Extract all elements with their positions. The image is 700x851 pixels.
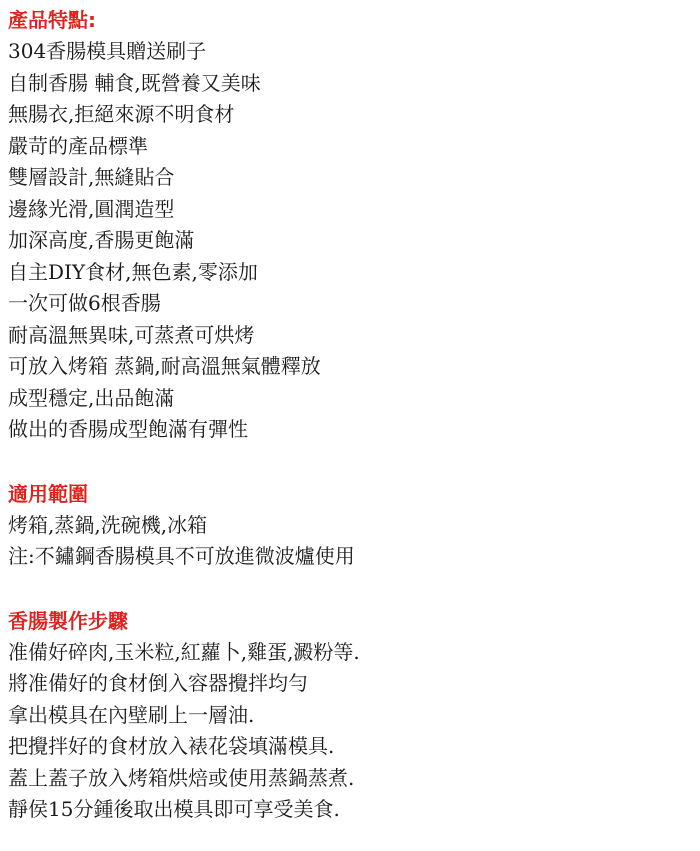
- feature-line: 嚴苛的產品標準: [8, 133, 148, 158]
- step-line: 靜侯15分鍾後取出模具即可享受美食.: [8, 797, 340, 821]
- step-line: 把攪拌好的食材放入裱花袋填滿模具.: [8, 734, 335, 758]
- step-line: 拿出模具在內壁刷上一層油.: [8, 702, 255, 727]
- usage-note: 注:不鏽鋼香腸模具不可放進微波爐使用: [8, 544, 355, 568]
- section-steps: [8, 605, 694, 826]
- section-title-steps: 香腸製作步驟: [8, 608, 128, 633]
- section-title-features: 產品特點:: [8, 8, 96, 32]
- section-spacer: [8, 573, 694, 605]
- feature-line: 自制香腸 輔食,既營養又美味: [8, 70, 261, 95]
- feature-line: 邊緣光滑,圓潤造型: [8, 196, 175, 221]
- feature-line: 一次可做6根香腸: [8, 291, 161, 315]
- section-spacer: [8, 446, 694, 478]
- section-features: [8, 4, 694, 446]
- feature-line: 自主DIY食材,無色素,零添加: [8, 259, 258, 284]
- feature-line: 耐高溫無異味,可蒸煮可烘烤: [8, 322, 255, 347]
- product-description: [8, 4, 694, 826]
- step-line: 蓋上蓋子放入烤箱烘焙或使用蒸鍋蒸煮.: [8, 765, 355, 790]
- feature-line: 做出的香腸成型飽滿有彈性: [8, 417, 248, 441]
- section-title-usage: 適用範圍: [8, 481, 88, 506]
- feature-line: 雙層設計,無縫貼合: [8, 165, 175, 189]
- section-usage: [8, 478, 694, 573]
- usage-line: 烤箱,蒸鍋,洗碗機,冰箱: [8, 512, 208, 537]
- step-line: 將准備好的食材倒入容器攪拌均勻: [8, 671, 308, 695]
- feature-line: 無腸衣,拒絕來源不明食材: [8, 102, 235, 126]
- feature-line: 304香腸模具贈送刷子: [8, 39, 207, 63]
- feature-line: 成型穩定,出品飽滿: [8, 385, 175, 410]
- feature-line: 加深高度,香腸更飽滿: [8, 228, 195, 252]
- feature-line: 可放入烤箱 蒸鍋,耐高溫無氣體釋放: [8, 354, 321, 378]
- step-line: 准備好碎肉,玉米粒,紅蘿卜,雞蛋,澱粉等.: [8, 639, 360, 664]
